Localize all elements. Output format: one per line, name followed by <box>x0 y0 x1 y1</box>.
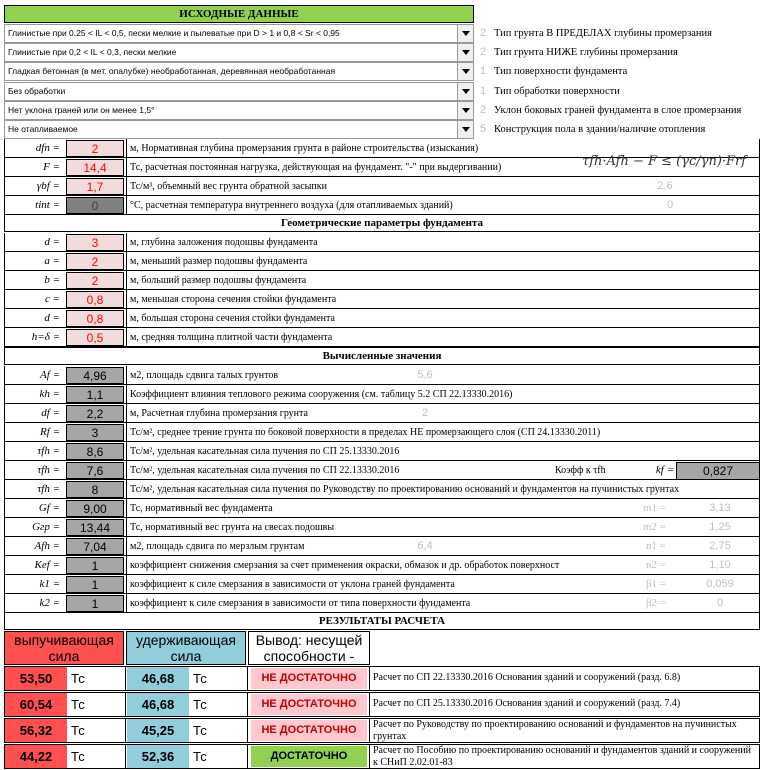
param-description: м, средняя толщина плитной части фундамента <box>130 332 333 343</box>
param-description: Коэффициент влияния теплового режима сооружения (см. таблицу 5.2 СП 22.13330.2016) <box>130 389 513 400</box>
param-symbol: Gгр = <box>32 521 60 533</box>
param-symbol: F = <box>43 161 60 173</box>
param-description: Тс/м², удельная касательная сила пучения по СП 25.13330.2016 <box>130 446 400 457</box>
param-symbol: dfn = <box>35 142 60 154</box>
dropdown-select[interactable]: Нет уклона граней или он менее 1,5° <box>4 101 458 120</box>
calc-value: 8 <box>66 481 124 498</box>
dropdown-select[interactable]: Глинистые при 0,25 < IL < 0,5, пески мелкие и пылеватые при D > 1 и 0,8 < Sr < 0,95 <box>4 24 458 43</box>
divider <box>125 692 126 717</box>
verdict-badge: НЕ ДОСТАТОЧНО <box>251 720 367 741</box>
dropdown-button[interactable] <box>457 101 474 120</box>
right-value: 1,10 <box>709 559 731 571</box>
param-symbol: k2 = <box>39 597 60 609</box>
calc-value: 1 <box>66 557 124 574</box>
param-description: коэффициент снижения смерзания за счет применения окраски, обмазок и др. обработок поверхност <box>130 560 560 571</box>
dropdown-index: 1 <box>479 65 487 78</box>
result-description: Расчет по Руководству по проектированию оснований и фундаментов на пучинистых грунтах <box>373 719 737 742</box>
param-description: м, меньший размер подошвы фундамента <box>130 256 308 267</box>
uplift-value: 53,50 <box>5 667 67 690</box>
dropdown-label: Тип обработки поверхности <box>494 85 620 97</box>
param-symbol: Kef = <box>34 559 60 571</box>
dropdown-select[interactable]: Глинистые при 0,2 < IL < 0,3, пески мелкие <box>4 43 458 62</box>
uplift-unit: Тс <box>71 723 85 738</box>
ghost-value: 0 <box>666 199 674 211</box>
calc-value: 1 <box>66 576 124 593</box>
param-description: °С, расчетная температура внутреннего воздуха (для отапливаемых зданий) <box>130 200 453 211</box>
dropdown-button[interactable] <box>457 43 474 62</box>
param-symbol: τfh = <box>37 464 60 476</box>
divider <box>247 718 248 743</box>
calc-value: 13,44 <box>66 519 124 536</box>
divider <box>247 666 248 691</box>
dropdown-button[interactable] <box>457 24 474 43</box>
ghost-value: 2 <box>421 407 429 419</box>
uplift-value: 44,22 <box>5 745 67 768</box>
param-input[interactable]: 2 <box>66 272 124 289</box>
param-description: м2, площадь сдвига талых грунтов <box>130 370 279 381</box>
ghost-value: 2,6 <box>657 180 673 192</box>
calc-value: 8,6 <box>66 443 124 460</box>
calc-value: 9,00 <box>66 500 124 517</box>
dropdown-label: Уклон боковых граней фундамента в слое промерзания <box>494 104 742 116</box>
uplift-unit: Тс <box>71 697 85 712</box>
chevron-down-icon <box>462 127 470 132</box>
dropdown-select[interactable]: Гладкая бетонная (в мет. опалубке) необработанная, деревянная необработанная <box>4 62 458 81</box>
dropdown-button[interactable] <box>457 62 474 81</box>
param-symbol: τfh = <box>37 483 60 495</box>
verdict-badge: ДОСТАТОЧНО <box>251 746 367 767</box>
param-input[interactable]: 2 <box>66 140 124 157</box>
param-symbol: Af = <box>40 369 60 381</box>
verdict-badge: НЕ ДОСТАТОЧНО <box>251 668 367 689</box>
dropdown-index: 2 <box>479 46 487 59</box>
hold-unit: Тс <box>193 749 207 764</box>
param-symbol: tint = <box>35 199 60 211</box>
param-symbol: d = <box>44 312 60 324</box>
dropdown-select[interactable]: Не отапливаемое <box>4 120 458 139</box>
uplift-unit: Тс <box>71 671 85 686</box>
right-symbol: m2 = <box>642 521 666 533</box>
chevron-down-icon <box>462 50 470 55</box>
kf-value: 0,827 <box>676 462 760 480</box>
chevron-down-icon <box>462 69 470 74</box>
dropdown-index: 2 <box>479 27 487 39</box>
param-description: коэффициент к силе смерзания в зависимости от уклона граней фундамента <box>130 579 455 590</box>
param-description: Тс/м², удельная касательная сила пучения по СП 22.13330.2016 <box>130 465 400 476</box>
param-input[interactable]: 14,4 <box>66 159 124 176</box>
param-symbol: h=δ = <box>31 331 60 343</box>
section-title-calculated: Вычисленные значения <box>4 347 760 365</box>
section-title-geometry: Геометрические параметры фундамента <box>4 214 760 232</box>
divider <box>125 666 126 691</box>
divider <box>125 744 126 769</box>
param-description: м, Нормативная глубина промерзания грунта в районе строительства (изыскания) <box>130 143 479 154</box>
calc-value: 7,6 <box>66 462 124 479</box>
param-symbol: b = <box>44 274 60 286</box>
section-title-results: РЕЗУЛЬТАТЫ РАСЧЕТА <box>4 612 760 630</box>
calc-value: 2,2 <box>66 405 124 422</box>
param-symbol: γbf = <box>36 180 60 192</box>
uplift-value: 56,32 <box>5 719 67 742</box>
param-symbol: τfh = <box>37 445 60 457</box>
result-description: Расчет по СП 25.13330.2016 Основания зданий и сооружений (разд. 7.4) <box>373 698 681 709</box>
calc-value: 4,96 <box>66 367 124 384</box>
param-symbol: d = <box>44 236 60 248</box>
param-input[interactable]: 2 <box>66 253 124 270</box>
param-description: м, Расчетная глубина промерзания грунта <box>130 408 308 419</box>
right-value: 1,25 <box>709 521 731 533</box>
chevron-down-icon <box>462 31 470 36</box>
param-description: Тс, нормативный вес грунта на свесах подошвы <box>130 522 335 533</box>
param-description: м, большая сторона сечения стойки фундамента <box>130 313 335 324</box>
hold-value: 46,68 <box>127 693 189 716</box>
verdict-badge: НЕ ДОСТАТОЧНО <box>251 694 367 715</box>
param-input[interactable]: 3 <box>66 234 124 251</box>
verdict-header: Вывод: несущей способности - <box>248 631 370 665</box>
calc-value: 3 <box>66 424 124 441</box>
calc-value: 1 <box>66 595 124 612</box>
param-description: Тс, расчетная постоянная нагрузка, действующая на фундамент. "-" при выдергивании) <box>130 162 502 173</box>
hold-header: удерживающая сила <box>126 631 246 665</box>
dropdown-label: Тип грунта В ПРЕДЕЛАХ глубины промерзания <box>494 28 712 39</box>
result-description: Расчет по СП 22.13330.2016 Основания зданий и сооружений (разд. 6.8) <box>373 672 681 683</box>
param-description: Тс, нормативный вес фундамента <box>130 503 273 514</box>
section-title-input: ИСХОДНЫЕ ДАННЫЕ <box>4 5 474 23</box>
hold-unit: Тс <box>193 671 207 686</box>
right-symbol: m1 = <box>642 502 666 514</box>
param-input[interactable]: 1,7 <box>66 178 124 195</box>
dropdown-button[interactable] <box>457 82 474 101</box>
dropdown-button[interactable] <box>457 120 474 139</box>
param-description: м2, площадь сдвига по мерзлым грунтам <box>130 541 305 552</box>
param-symbol: Rf = <box>40 426 60 438</box>
param-description: Тс/м², удельная касательная сила пучения по Руководству по проектированию оснований и фундаментов на пучинистых грунтах <box>130 484 680 495</box>
uplift-header: выпучивающая сила <box>4 631 124 665</box>
param-symbol: k1 = <box>39 578 60 590</box>
hold-unit: Тс <box>193 723 207 738</box>
dropdown-label: Тип грунта НИЖЕ глубины промерзания <box>494 47 678 59</box>
uplift-unit: Тс <box>71 749 85 764</box>
hold-value: 45,25 <box>127 719 189 742</box>
uplift-value: 60,54 <box>5 693 67 716</box>
calc-value: 1,1 <box>66 386 124 403</box>
dropdown-label: Конструкция пола в здании/наличие отопления <box>494 124 706 135</box>
right-value: 2,75 <box>709 540 731 552</box>
param-description: коэффициент к силе смерзания в зависимости от типа поверхности фундамента <box>130 598 471 609</box>
divider <box>247 692 248 717</box>
param-description: м, глубина заложения подошвы фундамента <box>130 237 318 248</box>
param-description: м, меньшая сторона сечения стойки фундамента <box>130 294 337 305</box>
param-input[interactable]: 0,5 <box>66 329 124 346</box>
right-value: 0,059 <box>706 578 734 590</box>
divider <box>247 744 248 769</box>
chevron-down-icon <box>462 89 470 94</box>
param-symbol: kh = <box>39 388 60 400</box>
param-symbol: Afh = <box>34 540 60 552</box>
dropdown-select[interactable]: Без обработки <box>4 82 458 101</box>
right-value: 3,13 <box>709 502 731 514</box>
param-description: Тс/м³, объемный вес грунта обратной засыпки <box>130 181 327 192</box>
kf-symbol: kf = <box>655 464 674 476</box>
param-input[interactable]: 0,8 <box>66 310 124 327</box>
param-symbol: Gf = <box>38 502 60 514</box>
param-symbol: c = <box>44 293 60 305</box>
hold-value: 52,36 <box>127 745 189 768</box>
chevron-down-icon <box>462 108 470 113</box>
dropdown-index: 5 <box>479 123 487 135</box>
dropdown-index: 2 <box>479 103 487 116</box>
param-description: м, больший размер подошвы фундамента <box>130 275 307 286</box>
hold-value: 46,68 <box>127 667 189 690</box>
param-symbol: df = <box>41 407 60 419</box>
param-symbol: a = <box>44 255 60 267</box>
right-symbol: n1 = <box>646 540 666 552</box>
formula: τfh·Afh − F ≤ (γc/γn)·Frf <box>582 154 747 169</box>
param-input[interactable]: 0 <box>66 197 124 214</box>
kf-label: Коэфф к τfh <box>555 465 606 476</box>
result-description: Расчет по Пособию по проектированию оснований и фундаментов зданий и сооружений к СНиП 2.02.01-83 <box>373 745 751 768</box>
calc-value: 7,04 <box>66 538 124 555</box>
right-symbol: β1 = <box>645 578 666 590</box>
dropdown-index: 1 <box>479 84 487 97</box>
right-symbol: β2 = <box>645 597 666 609</box>
right-symbol: n2 = <box>646 559 666 571</box>
right-value: 0 <box>716 597 724 609</box>
param-input[interactable]: 0,8 <box>66 291 124 308</box>
divider <box>125 718 126 743</box>
ghost-value: 5,6 <box>417 369 433 381</box>
param-description: Тс/м², среднее трение грунта по боковой поверхности в пределах НЕ промерзающего слоя (СП 24.13330.2011) <box>130 427 601 438</box>
ghost-value: 6,4 <box>417 540 433 552</box>
dropdown-label: Тип поверхности фундамента <box>494 66 628 78</box>
hold-unit: Тс <box>193 697 207 712</box>
